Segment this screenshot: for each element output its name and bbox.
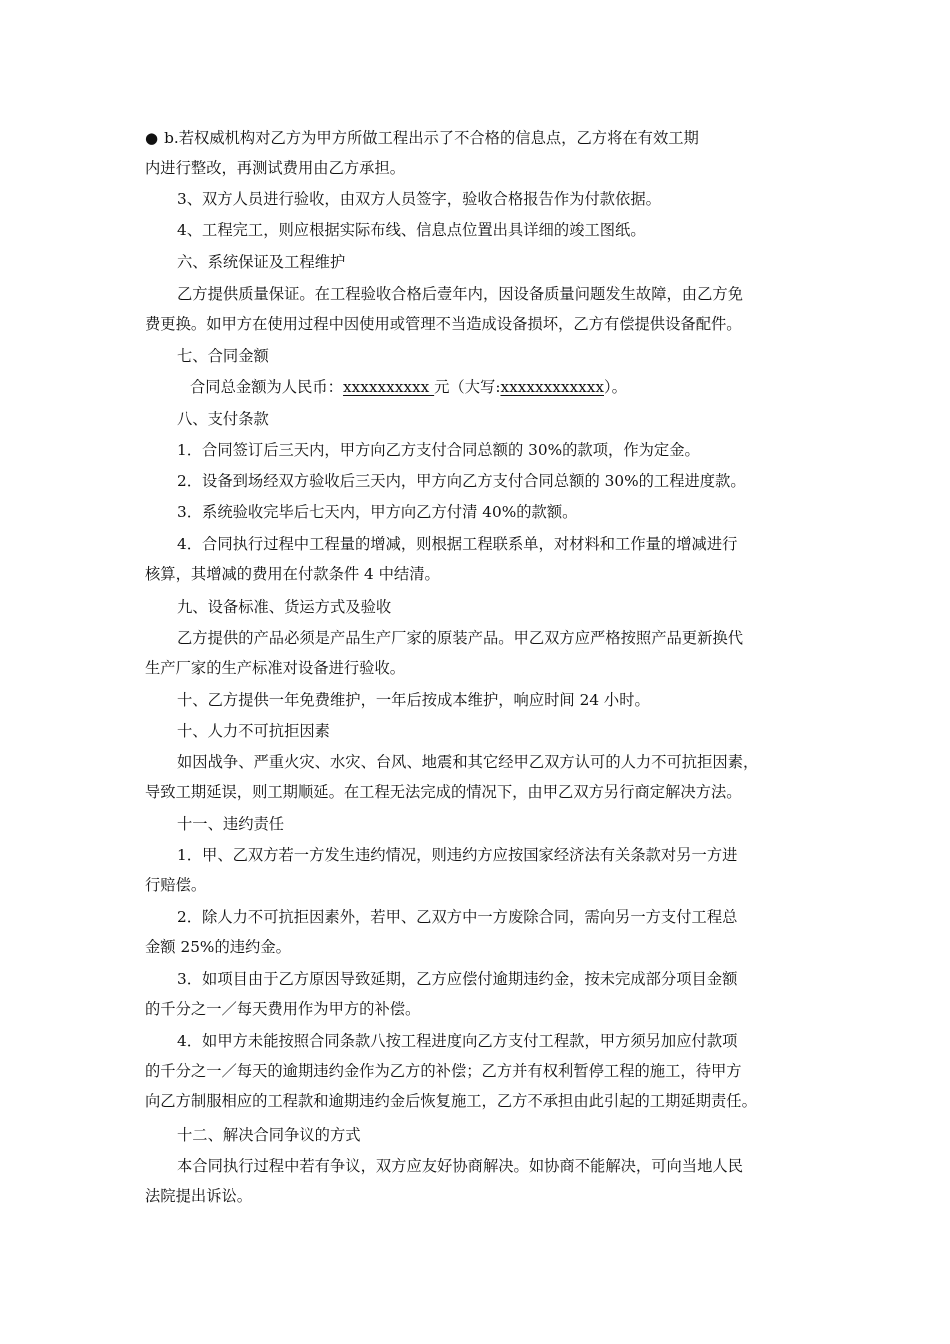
paragraph-acceptance (145, 184, 815, 214)
paragraph-bullet-b (145, 123, 815, 183)
text-line: 导致工期延误，则工期顺延。在工程无法完成的情况下，由甲乙双方另行商定解决方法。 (145, 783, 742, 801)
paragraph-dispute (145, 1151, 815, 1211)
text-line: 如因战争、严重火灾、水灾、台风、地震和其它经甲乙双方认可的人力不可抗拒因素， (177, 753, 759, 771)
text-line: 内进行整改，再测试费用由乙方承担。 (145, 159, 406, 177)
text-line: 行赔偿。 (145, 876, 207, 894)
text-line: 3．如项目由于乙方原因导致延期，乙方应偿付逾期违约金，按未完成部分项目金额 (177, 970, 738, 988)
amount-value: xxxxxxxxxx (342, 378, 435, 396)
text-line: 1．甲、乙双方若一方发生违约情况，则违约方应按国家经济法有关条款对另一方进 (177, 846, 738, 864)
paragraph-breach-4 (145, 1026, 815, 1116)
text-line: 1．合同签订后三天内，甲方向乙方支付合同总额的 30%的款项，作为定金。 (177, 441, 700, 459)
heading-section-9 (145, 592, 815, 622)
text-line: 十二、解决合同争议的方式 (177, 1126, 361, 1144)
text-line: 2．设备到场经双方验收后三天内，甲方向乙方支付合同总额的 30%的工程进度款。 (177, 472, 746, 490)
text-line: 十一、违约责任 (177, 815, 285, 833)
text-line: 乙方提供的产品必须是产品生产厂家的原装产品。甲乙双方应严格按照产品更新换代 (177, 629, 743, 647)
paragraph-free-maintenance (145, 685, 815, 715)
text-line: 3、双方人员进行验收，由双方人员签字，验收合格报告作为付款依据。 (177, 190, 661, 208)
bullet-icon: ● (145, 129, 159, 147)
amount-value-chinese: xxxxxxxxxxxx (500, 378, 604, 396)
text-line: 法院提出诉讼。 (145, 1187, 253, 1205)
text-line: 4、工程完工，则应根据实际布线、信息点位置出具详细的竣工图纸。 (177, 221, 646, 239)
text-line: 本合同执行过程中若有争议，双方应友好协商解决。如协商不能解决，可向当地人民 (177, 1157, 743, 1175)
amount-suffix: ）。 (604, 378, 627, 396)
text-line: 3．系统验收完毕后七天内，甲方向乙方付清 40%的款额。 (177, 503, 578, 521)
text-line: 七、合同金额 (177, 347, 269, 365)
paragraph-payment-2 (145, 466, 815, 496)
text-line (145, 372, 815, 402)
paragraph-breach-3 (145, 964, 815, 1024)
paragraph-contract-amount (145, 372, 815, 402)
text-line: 4．如甲方未能按照合同条款八按工程进度向乙方支付工程款，甲方须另加应付款项 (177, 1032, 738, 1050)
text-line: 的千分之一／每天费用作为甲方的补偿。 (145, 1000, 421, 1018)
text-line: 十、乙方提供一年免费维护，一年后按成本维护，响应时间 24 小时。 (177, 691, 650, 709)
paragraph-force-majeure (145, 747, 815, 807)
text-line: 费更换。如甲方在使用过程中因使用或管理不当造成设备损坏，乙方有偿提供设备配件。 (145, 315, 742, 333)
paragraph-payment-1 (145, 435, 815, 465)
line-text: b.若权威机构对乙方为甲方所做工程出示了不合格的信息点，乙方将在有效工期 (164, 129, 699, 147)
amount-mid: 元（大写: (434, 378, 501, 396)
paragraph-payment-3 (145, 497, 815, 527)
heading-force-majeure (145, 716, 815, 746)
text-line: 4．合同执行过程中工程量的增减，则根据工程联系单，对材料和工作量的增减进行 (177, 535, 738, 553)
paragraph-breach-1 (145, 840, 815, 900)
text-line: 十、人力不可抗拒因素 (177, 722, 330, 740)
paragraph-equipment-standard (145, 623, 815, 683)
paragraph-warranty (145, 279, 815, 339)
text-line: 生产厂家的生产标准对设备进行验收。 (145, 659, 406, 677)
amount-prefix: 合同总金额为人民币： (190, 378, 343, 396)
heading-section-12 (145, 1120, 815, 1150)
text-line: 金额 25%的违约金。 (145, 938, 291, 956)
heading-section-11 (145, 809, 815, 839)
heading-section-7 (145, 341, 815, 371)
paragraph-payment-4 (145, 529, 815, 589)
text-line: 核算，其增减的费用在付款条件 4 中结清。 (145, 565, 440, 583)
text-line: 2．除人力不可抗拒因素外，若甲、乙双方中一方废除合同，需向另一方支付工程总 (177, 908, 738, 926)
text-line: 九、设备标准、货运方式及验收 (177, 598, 392, 616)
text-line: 的千分之一／每天的逾期违约金作为乙方的补偿；乙方并有权利暂停工程的施工，待甲方 (145, 1062, 742, 1080)
paragraph-breach-2 (145, 902, 815, 962)
heading-section-8 (145, 404, 815, 434)
text-line: 八、支付条款 (177, 410, 269, 428)
text-line (145, 123, 815, 153)
text-line: 乙方提供质量保证。在工程验收合格后壹年内，因设备质量问题发生故障，由乙方免 (177, 285, 743, 303)
heading-section-6 (145, 247, 815, 277)
text-line: 向乙方制服相应的工程款和逾期违约金后恢复施工，乙方不承担由此引起的工期延期责任。 (145, 1092, 757, 1110)
paragraph-completion (145, 215, 815, 245)
text-line: 六、系统保证及工程维护 (177, 253, 346, 271)
